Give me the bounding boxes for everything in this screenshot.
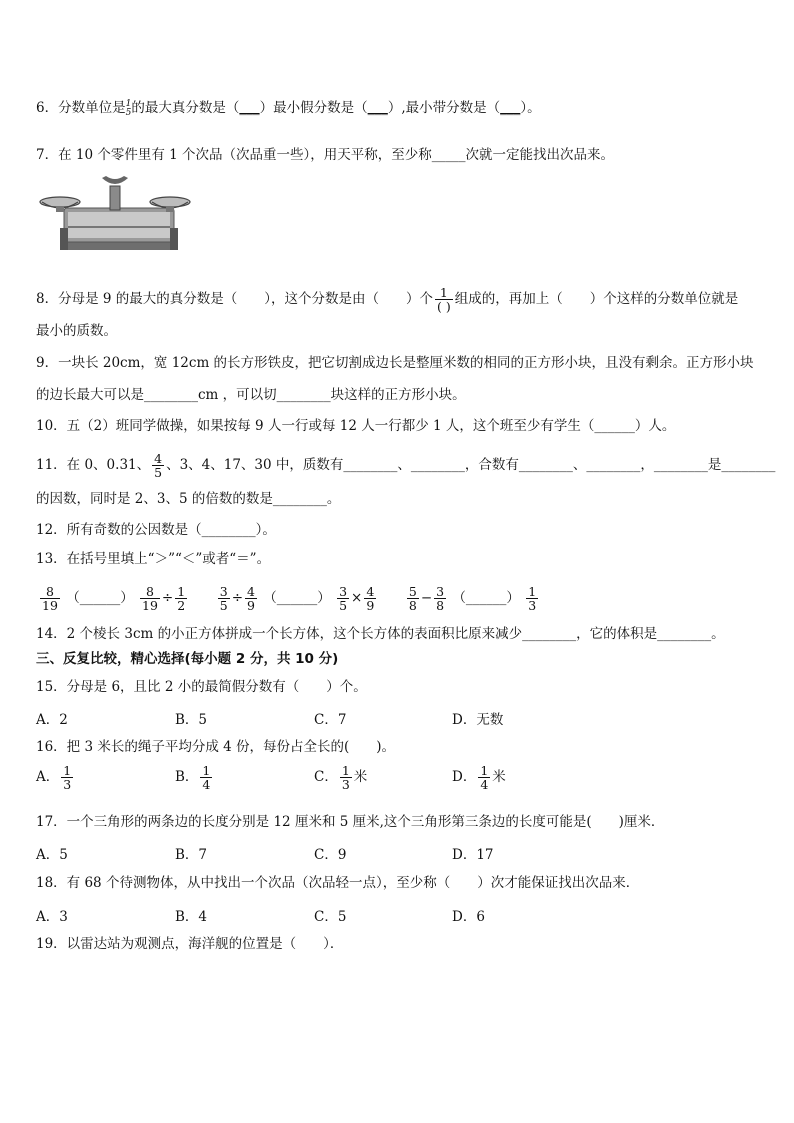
question-9-line-1: 9．一块长 20cm，宽 12cm 的长方形铁皮，把它切割成边长是整厘米数的相同的正方形小块，且没有剩余。正方形小块 xyxy=(36,355,754,371)
q18-option-b[interactable]: B．4 xyxy=(175,909,208,925)
q17-option-a[interactable]: A．5 xyxy=(36,847,68,863)
question-17: 17．一个三角形的两条边的长度分别是 12 厘米和 5 厘米,这个三角形第三条边的长度可能是( )厘米． xyxy=(36,814,665,830)
question-11-line-2: 的因数，同时是 2、3、5 的倍数的数是________。 xyxy=(36,491,341,507)
q18-option-c[interactable]: C．5 xyxy=(314,909,347,925)
question-12: 12．所有奇数的公因数是（________）。 xyxy=(36,522,276,538)
question-6: 6．分数单位是 1 5 的最大真分数是（___）最小假分数是（___）,最小带分数是（___）。 xyxy=(36,98,541,118)
q13-blank-2[interactable]: （______） xyxy=(263,590,331,606)
question-13-title: 13．在括号里填上“＞”“＜”或者“＝”。 xyxy=(36,551,271,567)
q6-blank-1[interactable]: ___ xyxy=(239,100,260,116)
q6-blank-2[interactable]: ___ xyxy=(367,100,388,116)
q15-option-b[interactable]: B．5 xyxy=(175,712,208,728)
question-7: 7．在 10 个零件里有 1 个次品（次品重一些），用天平称，至少称_____次就一定能找出次品来。 xyxy=(36,147,615,163)
q17-option-b[interactable]: B．7 xyxy=(175,847,208,863)
q15-option-c[interactable]: C．7 xyxy=(314,712,347,728)
section-3-heading: 三、反复比较，精心选择(每小题 2 分，共 10 分) xyxy=(36,651,339,667)
question-15: 15．分母是 6，且比 2 小的最简假分数有（ ）个。 xyxy=(36,679,367,695)
q18-option-d[interactable]: D．6 xyxy=(452,909,485,925)
question-11: 11．在 0、0.31、 $\frac{4}{5}$ 、3、4、17、30 中，质数有________、________，合数有________、________，________是________ xyxy=(36,451,776,480)
q16-option-b[interactable]: B． $\frac{1}{4}$ xyxy=(175,763,211,792)
q6-blank-3[interactable]: ___ xyxy=(500,100,521,116)
question-8-line-2: 最小的质数。 xyxy=(36,323,117,339)
q15-option-a[interactable]: A．2 xyxy=(36,712,68,728)
question-19: 19．以雷达站为观测点，海洋舰的位置是（ ）． xyxy=(36,936,344,952)
q11-fraction: $\frac{4}{5}$ xyxy=(154,451,163,480)
q8-fraction: $\frac{1}{( )}$ xyxy=(437,285,451,314)
question-8: 8．分母是 9 的最大的真分数是（ ），这个分数是由（ ）个 $\frac{1}{( )}$ 组成的，再加上（ ）个这样的分数单位就是 xyxy=(36,285,739,314)
q15-option-d[interactable]: D．无数 xyxy=(452,712,504,728)
q17-option-c[interactable]: C．9 xyxy=(314,847,347,863)
q13-blank-1[interactable]: （______） xyxy=(66,590,134,606)
q16-option-d[interactable]: D． $\frac{1}{4}$ 米 xyxy=(452,763,506,792)
q16-option-a[interactable]: A． $\frac{1}{3}$ xyxy=(36,763,72,792)
q18-option-a[interactable]: A．3 xyxy=(36,909,68,925)
q16-option-c[interactable]: C． $\frac{1}{3}$ 米 xyxy=(314,763,368,792)
question-9-line-2: 的边长最大可以是________cm ，可以切________块这样的正方形小块。 xyxy=(36,387,466,403)
question-16: 16．把 3 米长的绳子平均分成 4 份，每份占全长的( )。 xyxy=(36,739,396,755)
question-14: 14．2 个棱长 3cm 的小正方体拼成一个长方体，这个长方体的表面积比原来减少________，它的体积是________。 xyxy=(36,626,725,642)
q17-option-d[interactable]: D．17 xyxy=(452,847,494,863)
q6-unit-fraction: 1 5 xyxy=(125,98,132,118)
question-18: 18．有 68 个待测物体，从中找出一个次品（次品轻一点），至少称（ ）次才能保证找出次品来． xyxy=(36,875,640,891)
question-13-comparisons: $\frac{8}{19}$ （______） $\frac{8}{19}$ ÷ $\frac{1}{2}$ $\frac{3}{5}$ ÷ $\frac{4}{9}$ （______） $\frac{3}{5}$ × $\frac{4}{9}$ $\frac{5}{8}$ − $\frac{3}{8}$ （______） $\frac{1}{3}$ xyxy=(42,584,537,613)
balance-scale-image xyxy=(38,172,192,258)
question-10: 10．五（2）班同学做操，如果按每 9 人一行或每 12 人一行都少 1 人，这个班至少有学生（______）人。 xyxy=(36,418,676,434)
q6-prefix: 6．分数单位是 xyxy=(36,100,126,116)
q13-blank-3[interactable]: （______） xyxy=(452,590,520,606)
